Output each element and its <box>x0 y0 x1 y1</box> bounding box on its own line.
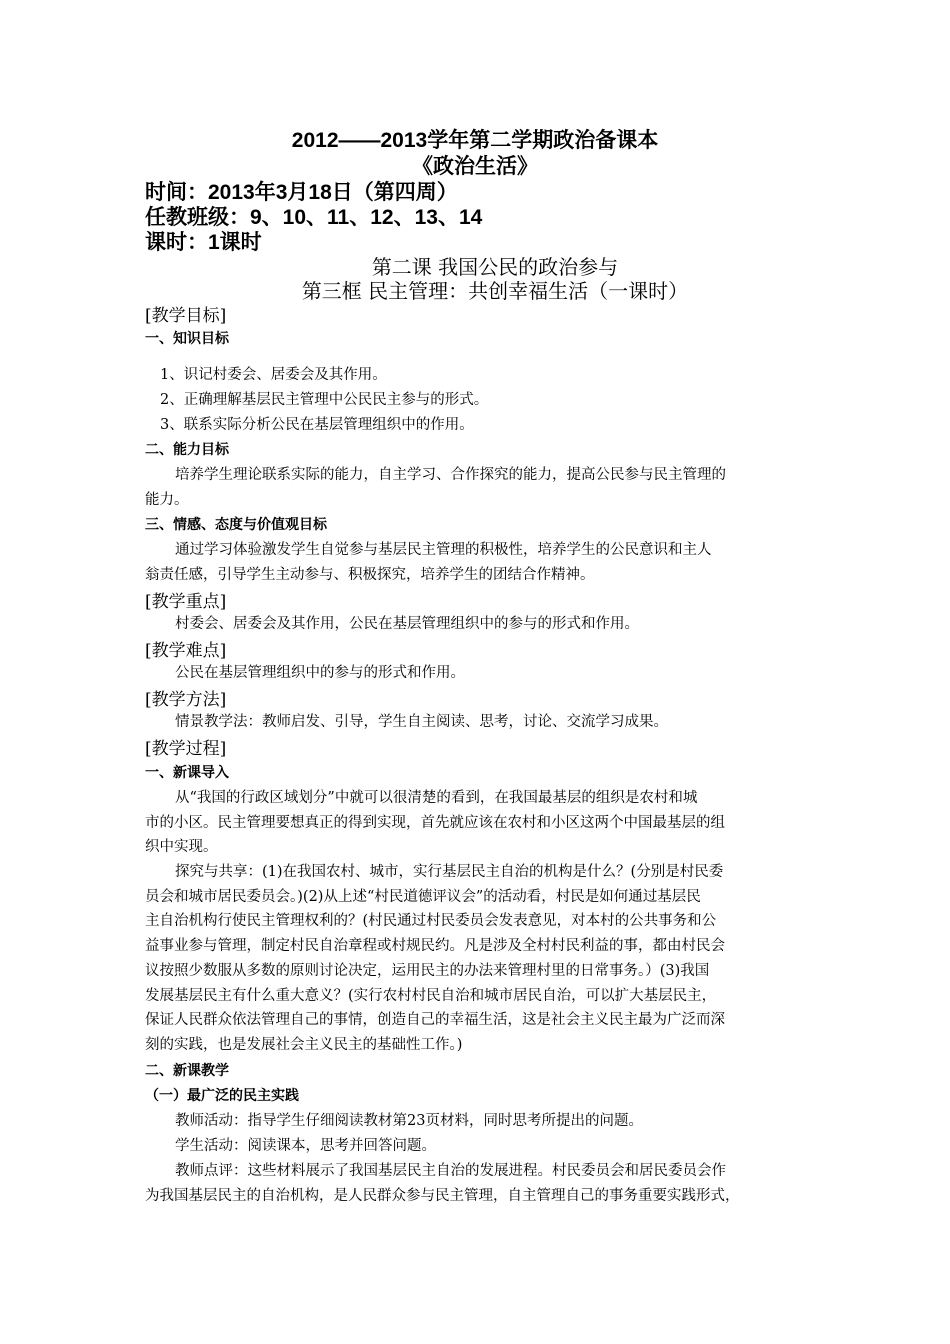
emotion-heading: 三、情感、态度与价值观目标 <box>145 517 327 533</box>
student-activity: 学生活动：阅读课本，思考并回答问题。 <box>175 1138 436 1154</box>
list-item: 1、识记村委会、居委会及其作用。 <box>160 367 387 383</box>
classes-line: 任教班级：9、10、11、12、13、14 <box>145 206 483 229</box>
paragraph-line: 织中实现。 <box>145 839 218 855</box>
paragraph-line: 能力。 <box>145 492 189 508</box>
ability-heading: 二、能力目标 <box>145 442 229 458</box>
paragraph-line: 从“我国的行政区域划分”中就可以很清楚的看到，在我国最基层的组织是农村和城 <box>175 790 698 806</box>
difficulties-text: 公民在基层管理组织中的参与的形式和作用。 <box>175 665 465 681</box>
paragraph-line: 教师点评：这些材料展示了我国基层民主自治的发展进程。村民委员会和居民委员会作 <box>175 1163 726 1179</box>
paragraph-line: 培养学生理论联系实际的能力，自主学习、合作探究的能力，提高公民参与民主管理的 <box>175 467 726 483</box>
objectives-heading: [教学目标] <box>145 306 227 326</box>
lesson-title: 第二课 我国公民的政治参与 <box>371 255 619 279</box>
paragraph-line: 发展基层民主有什么重大意义？(实行农村村民自治和城市居民自治，可以扩大基层民主， <box>145 988 717 1004</box>
paragraph-line: 翁责任感，引导学生主动参与、积极探究，培养学生的团结合作精神。 <box>145 567 595 583</box>
list-item: 3、联系实际分析公民在基层管理组织中的作用。 <box>160 417 474 433</box>
difficulties-heading: [教学难点] <box>145 641 227 661</box>
periods-line: 课时：1课时 <box>145 231 262 254</box>
document-title: 2012——2013学年第二学期政治备课本 <box>291 129 659 152</box>
paragraph-line: 主自治机构行使民主管理权利的？(村民通过村民委员会发表意见，对本村的公共事务和公 <box>145 913 717 929</box>
key-points-text: 村委会、居委会及其作用，公民在基层管理组织中的参与的形式和作用。 <box>175 616 639 632</box>
paragraph-line: 员会和城市居民委员会。)(2)从上述“村民道德评议会”的活动看，村民是如何通过基层民 <box>145 889 701 905</box>
paragraph-line: 保证人民群众依法管理自己的事情，创造自己的幸福生活，这是社会主义民主最为广泛而深 <box>145 1012 725 1028</box>
knowledge-heading: 一、知识目标 <box>145 331 229 347</box>
time-line: 时间：2013年3月18日（第四周） <box>145 181 458 204</box>
methods-text: 情景教学法：教师启发、引导，学生自主阅读、思考，讨论、交流学习成果。 <box>175 714 668 730</box>
part1-heading: （一）最广泛的民主实践 <box>145 1088 299 1104</box>
teacher-activity: 教师活动：指导学生仔细阅读教材第23页材料，同时思考所提出的问题。 <box>175 1113 643 1129</box>
methods-heading: [教学方法] <box>145 690 227 710</box>
paragraph-line: 市的小区。民主管理要想真正的得到实现，首先就应该在农村和小区这两个中国最基层的组 <box>145 815 725 831</box>
paragraph-line: 通过学习体验激发学生自觉参与基层民主管理的积极性，培养学生的公民意识和主人 <box>175 542 712 558</box>
paragraph-line: 探究与共享：(1)在我国农村、城市，实行基层民主自治的机构是什么？(分别是村民委 <box>175 864 724 880</box>
paragraph-line: 为我国基层民主的自治机构，是人民群众参与民主管理，自主管理自己的事务重要实践形式， <box>145 1188 740 1204</box>
list-item: 2、正确理解基层民主管理中公民民主参与的形式。 <box>160 392 489 408</box>
key-points-heading: [教学重点] <box>145 592 227 612</box>
paragraph-line: 刻的实践，也是发展社会主义民主的基础性工作。) <box>145 1037 463 1053</box>
section-title: 第三框 民主管理：共创幸福生活（一课时） <box>301 279 689 303</box>
process-heading: [教学过程] <box>145 739 227 759</box>
paragraph-line: 议按照少数服从多数的原则讨论决定，运用民主的办法来管理村里的日常事务。）(3)我国 <box>145 963 710 979</box>
new-lesson-heading: 二、新课教学 <box>145 1063 229 1079</box>
book-title: 《政治生活》 <box>412 155 538 178</box>
paragraph-line: 益事业参与管理，制定村民自治章程或村规民约。凡是涉及全村村民利益的事，都由村民会 <box>145 938 725 954</box>
intro-heading: 一、新课导入 <box>145 765 229 781</box>
